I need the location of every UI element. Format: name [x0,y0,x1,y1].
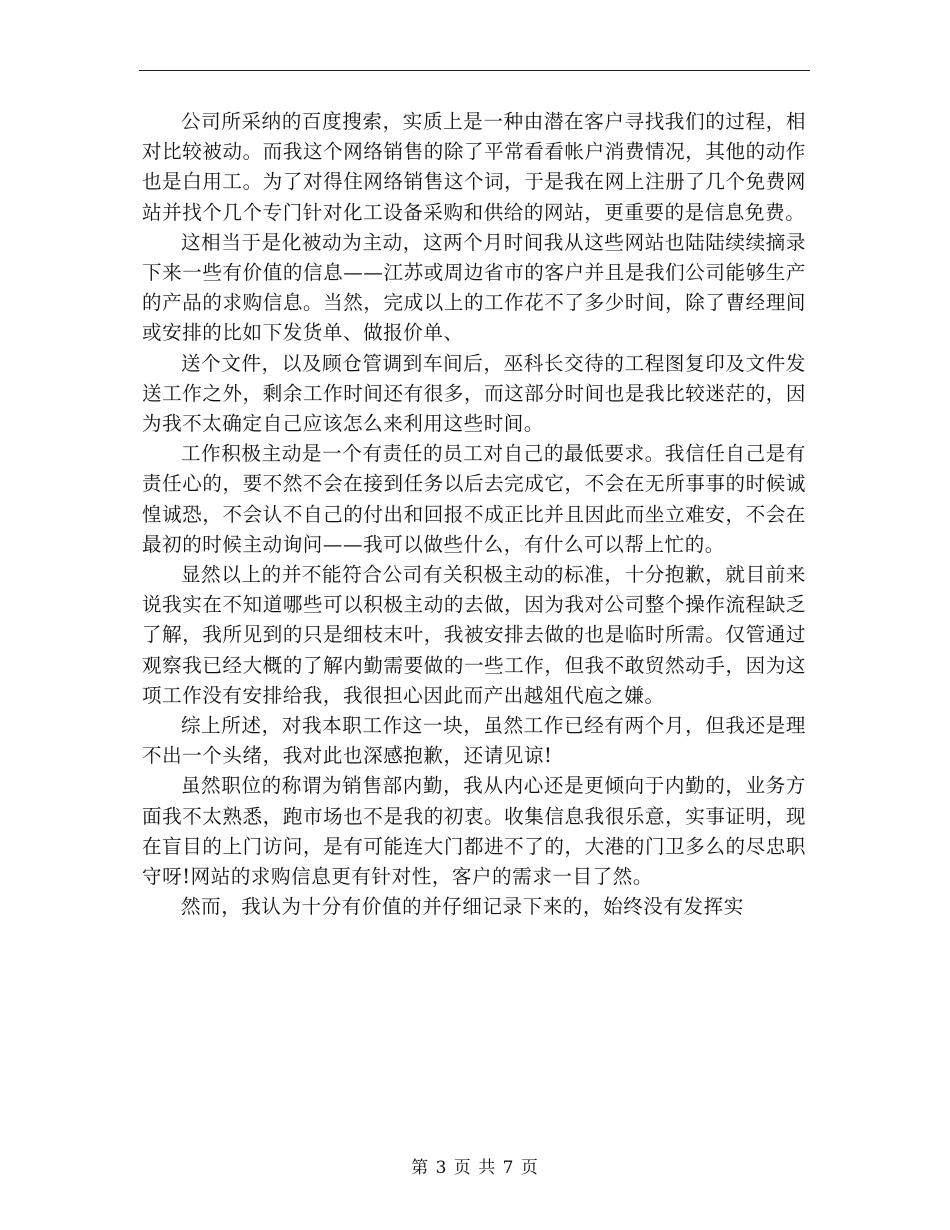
paragraph-3: 送个文件，以及顾仓管调到车间后，巫科长交待的工程图复印及文件发送工作之外，剩余工作时间还有很多，而这部分时间也是我比较迷茫的，因为我不太确定自己应该怎么来利用这些时间。 [142,351,806,436]
paragraph-7: 虽然职位的称谓为销售部内勤，我从内心还是更倾向于内勤的，业务方面我不太熟悉，跑市场也不是我的初衷。收集信息我很乐意，实事证明，现在盲目的上门访问，是有可能连大门都进不了的，大港的门卫多么的尽忠职守呀!网站的求购信息更有针对性，客户的需求一目了然。 [142,774,806,889]
paragraph-5: 显然以上的并不能符合公司有关积极主动的标准，十分抱歉，就目前来说我实在不知道哪些可以积极主动的去做，因为我对公司整个操作流程缺乏了解，我所见到的只是细枝末叶，我被安排去做的也是临时所需。仅管通过观察我已经大概的了解内勤需要做的一些工作，但我不敢贸然动手，因为这项工作没有安排给我，我很担心因此而产出越俎代庖之嫌。 [142,563,806,707]
paragraph-6: 综上所述，对我本职工作这一块，虽然工作已经有两个月，但我还是理不出一个头绪，我对此也深感抱歉，还请见谅! [142,714,806,768]
paragraph-1: 公司所采纳的百度搜索，实质上是一种由潜在客户寻找我们的过程，相对比较被动。而我这个网络销售的除了平常看看帐户消费情况，其他的动作也是白用工。为了对得住网络销售这个词，于是我在网上注册了几个免费网站并找个几个专门针对化工设备采购和供给的网站，更重要的是信息免费。 [142,110,806,224]
paragraph-2: 这相当于是化被动为主动，这两个月时间我从这些网站也陆陆续续摘录下来一些有价值的信息——江苏或周边省市的客户并且是我们公司能够生产的产品的求购信息。当然，完成以上的工作花不了多少时间，除了曹经理间或安排的比如下发货单、做报价单、 [142,230,806,345]
header-rule [139,70,810,71]
document-body [142,107,806,922]
page-number: 第 3 页 共 7 页 [411,1158,539,1178]
page-footer [0,1153,950,1178]
paragraph-4: 工作积极主动是一个有责任的员工对自己的最低要求。我信任自己是有责任心的，要不然不会在接到任务以后去完成它，不会在无所事事的时候诚惶诚恐，不会认不自己的付出和回报不成正比并且因此而坐立难安，不会在最初的时候主动询问——我可以做些什么，有什么可以帮上忙的。 [142,442,806,556]
paragraph-8: 然而，我认为十分有价值的并仔细记录下来的，始终没有发挥实 [181,895,744,919]
